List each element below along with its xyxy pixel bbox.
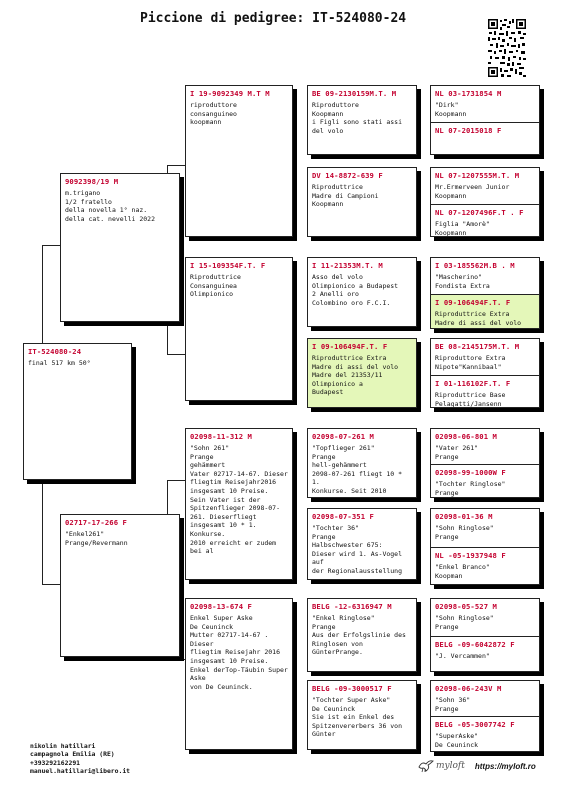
- qr-code[interactable]: [487, 18, 527, 78]
- ring-number: BELG -09-6042872 F: [435, 640, 515, 649]
- grandparent-card[interactable]: [185, 257, 293, 401]
- ring-number: 02717-17-266 F: [65, 518, 127, 527]
- great-grandparent-card[interactable]: [307, 167, 417, 237]
- pigeon-info: Riproduttrice Extra Madre di assi del volo Madre del 21353/11 Olimpionico a Budapest: [312, 354, 399, 397]
- ring-number: 02098-05-527 M: [435, 602, 497, 611]
- pigeon-info: "Enkel Ringlose" Prange Aus der Erfolgslinie des Ringlosen von GünterPrange.: [312, 614, 406, 657]
- pigeon-info: Riproduttore Extra Nipote"Kannibaal": [435, 354, 506, 371]
- subject-card[interactable]: [23, 343, 132, 480]
- great-grandparent-card[interactable]: [307, 680, 417, 750]
- ring-number: NL 07-1207496F.T . F: [435, 208, 524, 217]
- ring-number: BELG -09-3000517 F: [312, 684, 392, 693]
- pigeon-info: Riproduttore Koopmann i Figli sono stati assi del volo: [312, 101, 403, 135]
- ancestor-pair-card[interactable]: [430, 598, 540, 672]
- brand-footer: [418, 759, 538, 773]
- pigeon-info: "Vater 261" Prange: [435, 444, 479, 461]
- great-grandparent-card[interactable]: [307, 428, 417, 498]
- ring-number: 9092398/19 M: [65, 177, 119, 186]
- ring-number: BE 08-2145175M.T. M: [435, 342, 520, 351]
- ring-number: DV 14-8872-639 F: [312, 171, 383, 180]
- great-grandparent-card-highlighted[interactable]: [307, 338, 417, 408]
- ring-number: I 19-9092349 M.T M: [190, 89, 270, 98]
- ring-number: 02098-13-674 F: [190, 602, 252, 611]
- pigeon-info: m.trigano 1/2 fratello della novella 1° naz. della cat. nevelli 2022: [65, 189, 156, 223]
- pigeon-info: "Sohn 261" Prange gehämmert Vater 02717-14-67. Dieser fliegtim Reisejahr2016 insgesamt 10 Preise. Sein Vater ist der Spitzenflieger 2098-07-261. Dieserfliegt insgesamt 10 * 1. Konkurse. 2010 erreicht er zudem bei al: [190, 444, 288, 556]
- pigeon-info: "J. Vercammen": [435, 652, 490, 660]
- grandparent-card[interactable]: [185, 85, 293, 237]
- ancestor-pair-card[interactable]: [430, 257, 540, 329]
- ring-number: BE 09-2130159M.T. M: [312, 89, 397, 98]
- pigeon-info: "Sohn 36" Prange: [435, 696, 471, 713]
- ring-number: NL -05-1937948 F: [435, 551, 506, 560]
- pigeon-info: "Enkel261" Prange/Revermann: [65, 530, 128, 547]
- pigeon-info: "Tochter Ringlose" Prange: [435, 480, 506, 497]
- pigeon-info: Riproduttrice Base Pelagatti/Jansenn: [435, 391, 506, 408]
- ring-number: NL 03-1731854 M: [435, 89, 502, 98]
- ring-number: NL 07-2015018 F: [435, 126, 502, 135]
- pigeon-info: Enkel Super Aske De Ceuninck Mutter 02717-14-67 . Dieser fliegtim Reisejahr 2016 insgesamt 10 Preise. Enkel derTop-Täubin Super Aske von De Ceuninck.: [190, 614, 288, 691]
- ring-number: 02098-06-243V M: [435, 684, 502, 693]
- ancestor-pair-card[interactable]: [430, 508, 540, 585]
- ancestor-pair-card[interactable]: [430, 85, 540, 155]
- pigeon-info: riproduttore consanguineo koopmann: [190, 101, 237, 127]
- pigeon-info: "Enkel Branco" Koopman: [435, 563, 490, 580]
- ring-number: BELG -05-3007742 F: [435, 720, 515, 729]
- pigeon-info: Asso del volo Olimpionico a Budapest 2 Anelli oro Colombino oro F.C.I.: [312, 273, 399, 307]
- brand-logo: myloft: [436, 761, 465, 771]
- owner-contact: nikolin hatillari campagnola Emilia (RE) +393292162291 manuel.hatillari@libero.it: [30, 742, 131, 775]
- pigeon-info: Riproduttrice Extra Madre di assi del volo: [435, 310, 522, 327]
- ancestor-pair-card[interactable]: [430, 338, 540, 408]
- great-grandparent-card[interactable]: [307, 257, 417, 327]
- ring-number: I 01-116102F.T. F: [435, 379, 511, 388]
- pigeon-info: Riproduttrice Consanguinea Olimpionico: [190, 273, 241, 299]
- pigeon-info: "Mascherino" Fondista Extra: [435, 273, 490, 290]
- ring-number: I 11-21353M.T. M: [312, 261, 383, 270]
- grandparent-card[interactable]: [185, 598, 293, 750]
- pigeon-info: "Dirk" Koopmann: [435, 101, 467, 118]
- great-grandparent-card[interactable]: [307, 598, 417, 672]
- ring-number: 02098-07-351 F: [312, 512, 374, 521]
- grandparent-card[interactable]: [185, 428, 293, 580]
- pigeon-info: final 517 km 50°: [28, 359, 91, 367]
- ancestor-pair-card[interactable]: [430, 680, 540, 752]
- pigeon-info: "Tochter Super Aske" De Ceuninck Sie ist ein Enkel des Spitzenvererbers 36 von Günter: [312, 696, 403, 739]
- ring-number: 02098-01-36 M: [435, 512, 493, 521]
- great-grandparent-card[interactable]: [307, 85, 417, 155]
- pigeon-logo-icon: [418, 759, 434, 773]
- ancestor-pair-card[interactable]: [430, 167, 540, 237]
- ring-number: 02098-99-1000W F: [435, 468, 506, 477]
- pigeon-info: "Sohn Ringlose" Prange: [435, 524, 494, 541]
- ring-number: NL 07-1207555M.T. M: [435, 171, 520, 180]
- ring-number: I 09-106494F.T. F: [312, 342, 388, 351]
- ring-number: 02098-06-801 M: [435, 432, 497, 441]
- ring-number: IT-524080-24: [28, 347, 82, 356]
- ring-number: I 09-106494F.T. F: [435, 298, 511, 307]
- brand-link[interactable]: https://myloft.ro: [474, 761, 536, 771]
- pigeon-info: Figlia "Amorè" Koopmann: [435, 220, 490, 237]
- pigeon-info: Mr.Ermerveen Junior Koopmann: [435, 183, 510, 200]
- ancestor-pair-card[interactable]: [430, 428, 540, 498]
- ring-number: BELG -12-6316947 M: [312, 602, 392, 611]
- great-grandparent-card[interactable]: [307, 508, 417, 580]
- pigeon-info: Riproduttrice Madre di Campioni Koopmann: [312, 183, 379, 209]
- pigeon-info: "Topflieger 261" Prange hell-gehämmert 2098-07-261 fliegt 10 * 1. Konkurse. Seit 2010: [312, 444, 403, 495]
- pigeon-info: "Sohn Ringlose" Prange: [435, 614, 494, 631]
- dam-card[interactable]: [60, 514, 180, 657]
- sire-card[interactable]: [60, 173, 180, 322]
- ring-number: I 03-185562M.B . M: [435, 261, 515, 270]
- pigeon-info: "Tochter 36" Prange Halbschwester 675: Dieser wird 1. As-Vogel auf der Regionalausstellung: [312, 524, 403, 575]
- ring-number: 02098-07-261 M: [312, 432, 374, 441]
- pigeon-info: "SuperAske" De Ceuninck: [435, 732, 479, 749]
- page-title: Piccione di pedigree: IT-524080-24: [140, 11, 407, 26]
- ring-number: I 15-109354F.T. F: [190, 261, 266, 270]
- ring-number: 02098-11-312 M: [190, 432, 252, 441]
